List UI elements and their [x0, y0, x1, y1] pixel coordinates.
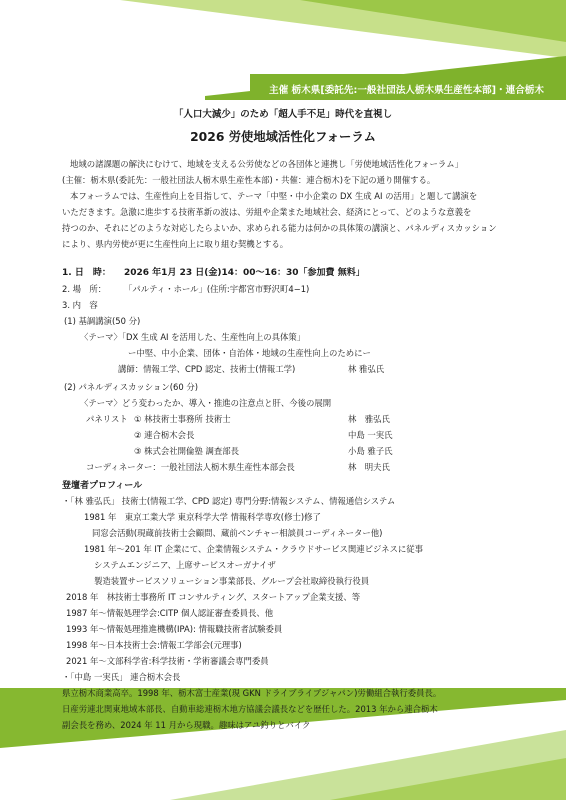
- profile-heading: 登壇者プロフィール: [62, 481, 143, 491]
- panelist-name: 中島 一実氏: [348, 430, 393, 440]
- panelist-role: ② 連合栃木会長: [134, 430, 195, 440]
- intro-line: 地域の諸課題の解決にむけて、地域を支える公労使などの各団体と連携し「労使地域活性化フォーラム」: [70, 159, 463, 169]
- profile-line: 1993 年～情報処理推進機構(IPA): 情報職技術者試験委員: [66, 624, 283, 634]
- lecture-theme: 〈テーマ〉「DX 生成 AI を活用した、生産性向上の具体策」: [80, 332, 306, 342]
- panelist-role: ① 林技術士事務所 技術士: [134, 414, 231, 424]
- lecture-speaker: 講師：情報工学、CPD 認定、技術士(情報工学): [118, 364, 296, 374]
- profile-line: 1998 年～日本技術士会:情報工学部会(元理事): [66, 640, 242, 650]
- place-value: 「パルティ・ホール」(住所:宇都宮市野沢町4−1): [124, 284, 310, 294]
- panelist-name: 小島 雅子氏: [348, 446, 393, 456]
- profile-line: 1987 年～情報処理学会:CITP 個人認証審査委員長、他: [66, 608, 274, 618]
- event-title: 2026 労使地域活性化フォーラム: [190, 130, 376, 144]
- profile-line: 1981 年～201 年 IT 企業にて、企業情報システム・クラウドサービス関連ビジネスに従事: [84, 544, 424, 554]
- panelist-role: ③ 株式会社開倫塾 調査部長: [134, 446, 239, 456]
- profile-line: システムエンジニア、上席サービスオーガナイザ: [94, 560, 276, 570]
- lecture-subtheme: ー中堅、中小企業、団体・自治体・地域の生産性向上のためにー: [128, 348, 371, 358]
- profile-line: 日産労連北関東地域本部長、自動車総連栃木地方協議会議長などを歴任した。2013 年から連合栃木: [62, 704, 438, 714]
- panel-theme: 〈テーマ〉どう変わったか、導入・推進の注意点と肝、今後の展開: [80, 398, 332, 408]
- panelists-label: パネリスト: [86, 414, 128, 424]
- profile-line: ・「林 雅弘氏」 技術士(情報工学、CPD 認定) 専門分野:情報システム、情報通信システム: [62, 496, 396, 506]
- coordinator-name: 林 明夫氏: [348, 462, 390, 472]
- profile-line: 1981 年 東京工業大学 東京科学大学 情報科学専攻(修士)修了: [84, 512, 321, 522]
- date-value: 2026 年1月 23 日(金)14：00～16：30「参加費 無料」: [124, 268, 365, 278]
- profile-line: 2021 年～文部科学省:科学技術・学術審議会専門委員: [66, 656, 269, 666]
- panel-heading: (2) パネルディスカッション(60 分): [64, 382, 198, 392]
- panelist-name: 林 雅弘氏: [348, 414, 390, 424]
- place-label: 2. 場 所：: [62, 284, 107, 294]
- profile-line: 同窓会活動(現蔵前技術士会顧問、蔵前ベンチャー相談員コーディネーター他): [92, 528, 383, 538]
- intro-line: 本フォーラムでは、生産性向上を目指して、テーマ「中堅・中小企業の DX 生成 AI の活用」と題して講演を: [70, 191, 478, 201]
- intro-line: により、県内労使が更に生産性向上に取り組む契機とする。: [62, 239, 289, 249]
- profile-line: 副会長を務め、2024 年 11 月から現職。趣味はアユ釣りとバイク: [62, 720, 311, 730]
- intro-line: (主催：栃木県(委託先：一般社団法人栃木県生産性本部)・共催：連合栃木)を下記の通り開催する。: [62, 175, 436, 185]
- host-organizer: 主催 栃木県[委託先:一般社団法人栃木県生産性本部]・連合栃木: [269, 85, 544, 96]
- event-subtitle: 「人口大減少」のため「超人手不足」時代を直視し: [173, 109, 393, 120]
- lecture-heading: (1) 基調講演(50 分): [64, 316, 141, 326]
- profile-line: 県立栃木商業高卒。1998 年、栃木富士産業(現 GKN ドライブライブジャパン)労働組合執行委員長。: [62, 688, 442, 698]
- profile-line: ・「中島 一実氏」 連合栃木会長: [62, 672, 181, 682]
- profile-line: 製造装置サービスソリューション事業部長、グループ会社取締役執行役員: [94, 576, 370, 586]
- content-label: 3. 内 容: [62, 300, 98, 310]
- intro-line: いただきます。急激に進歩する技術革新の波は、労組や企業また地域社会、経済にとって、どのような意義を: [62, 207, 472, 217]
- lecture-speaker-name: 林 雅弘氏: [348, 364, 385, 374]
- intro-line: 持つのか、それにどのような対応したらよいか、求められる能力は何かの具体策の講演と、パネルディスカッション: [62, 223, 497, 233]
- coordinator: コーディネーター：一般社団法人栃木県生産性本部会長: [86, 462, 295, 472]
- date-label: 1. 日 時：: [62, 268, 111, 278]
- profile-line: 2018 年 林技術士事務所 IT コンサルティング、スタートアップ企業支援、等: [66, 592, 361, 602]
